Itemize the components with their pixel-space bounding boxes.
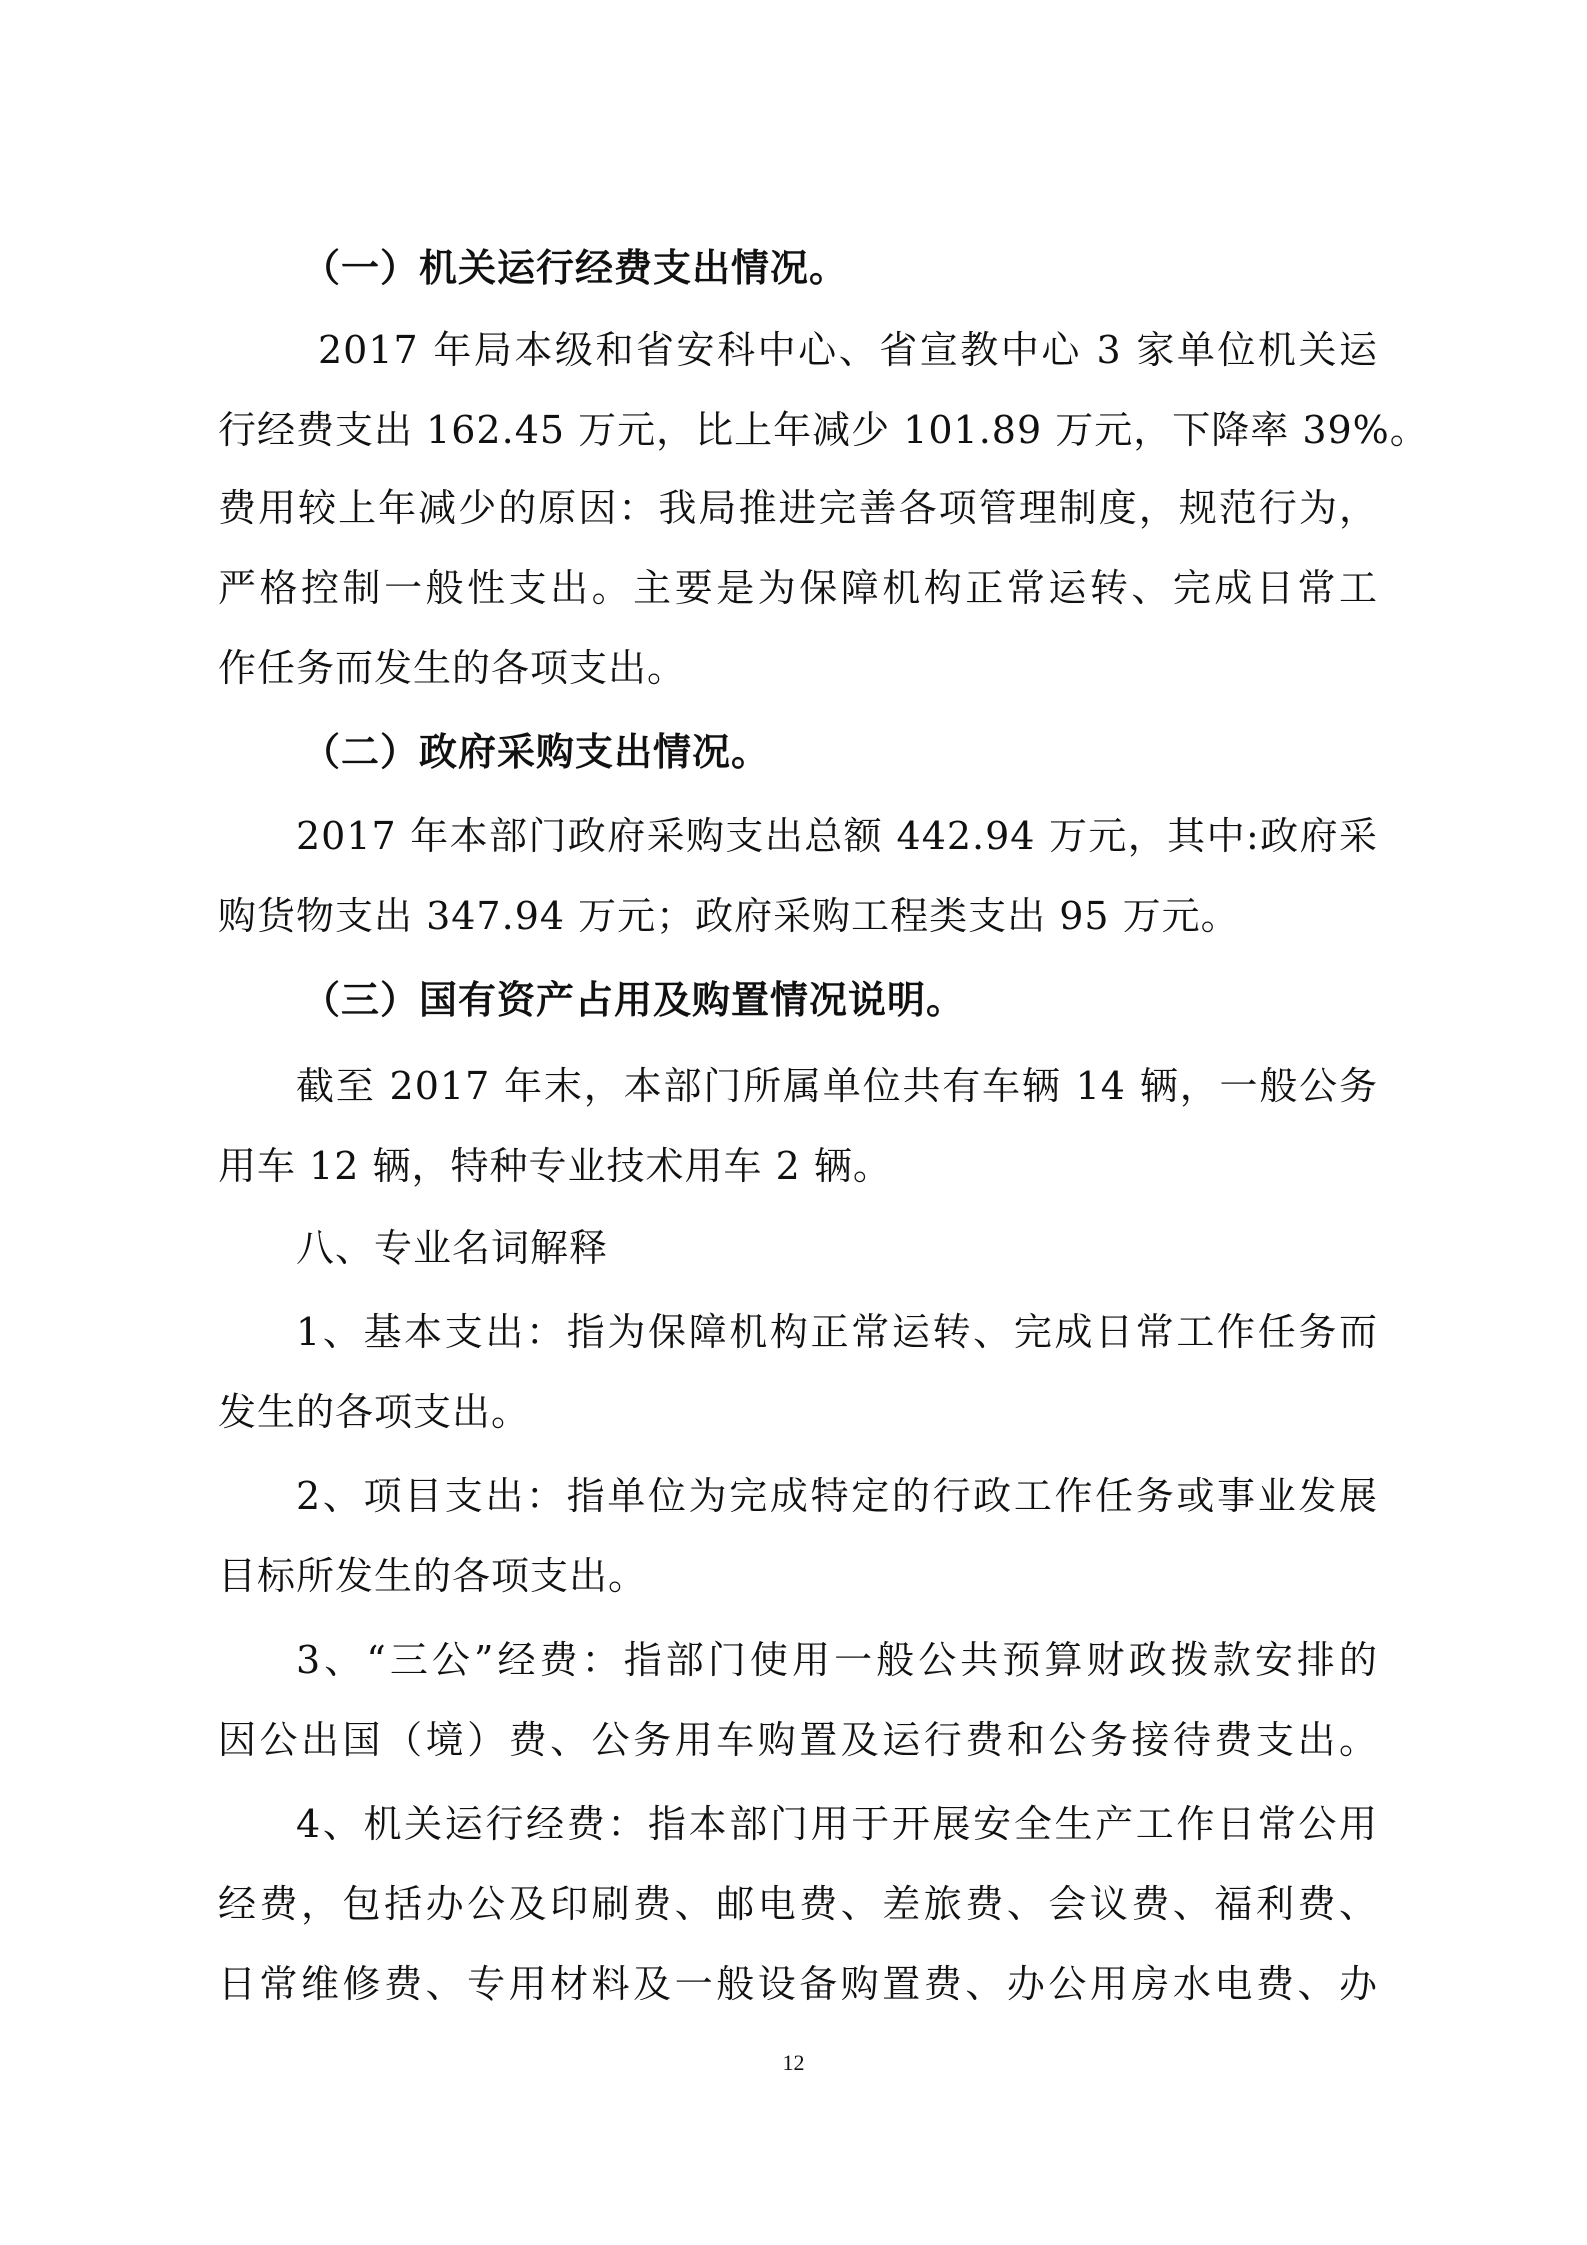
definition-line: 1、基本支出：指为保障机构正常运转、完成日常工作任务而 [296,1310,1378,1354]
paragraph-line: 购货物支出 347.94 万元；政府采购工程类支出 95 万元。 [218,894,1240,938]
definition-line: 2、项目支出：指单位为完成特定的行政工作任务或事业发展 [296,1474,1378,1518]
section-heading-8: 八、专业名词解释 [296,1226,609,1270]
definition-line: 目标所发生的各项支出。 [218,1554,648,1598]
paragraph-line: 行经费支出 162.45 万元，比上年减少 101.89 万元，下降率 39%。 [218,408,1429,452]
definition-line: 发生的各项支出。 [218,1390,531,1434]
section-heading-3: （三）国有资产占用及购置情况说明。 [302,978,966,1022]
paragraph-line: 2017 年本部门政府采购支出总额 442.94 万元，其中:政府采 [296,814,1378,858]
section-heading-2: （二）政府采购支出情况。 [302,730,771,774]
definition-line: 日常维修费、专用材料及一般设备购置费、办公用房水电费、办 [218,1962,1378,2006]
page-number: 12 [782,2050,805,2075]
definition-line: 因公出国（境）费、公务用车购置及运行费和公务接待费支出。 [218,1718,1378,1762]
definition-line: 4、机关运行经费：指本部门用于开展安全生产工作日常公用 [296,1802,1378,1846]
section-heading-1: （一）机关运行经费支出情况。 [302,246,849,290]
paragraph-line: 截至 2017 年末，本部门所属单位共有车辆 14 辆，一般公务 [296,1064,1378,1108]
paragraph-line: 严格控制一般性支出。主要是为保障机构正常运转、完成日常工 [218,566,1378,610]
definition-line: 经费，包括办公及印刷费、邮电费、差旅费、会议费、福利费、 [218,1882,1378,1926]
paragraph-line: 作任务而发生的各项支出。 [218,646,687,690]
paragraph-line: 用车 12 辆，特种专业技术用车 2 辆。 [218,1144,892,1188]
paragraph-line: 费用较上年减少的原因：我局推进完善各项管理制度，规范行为， [218,486,1378,530]
definition-line: 3、“三公”经费：指部门使用一般公共预算财政拨款安排的 [296,1638,1378,1682]
paragraph-line: 2017 年局本级和省安科中心、省宣教中心 3 家单位机关运 [318,328,1378,372]
